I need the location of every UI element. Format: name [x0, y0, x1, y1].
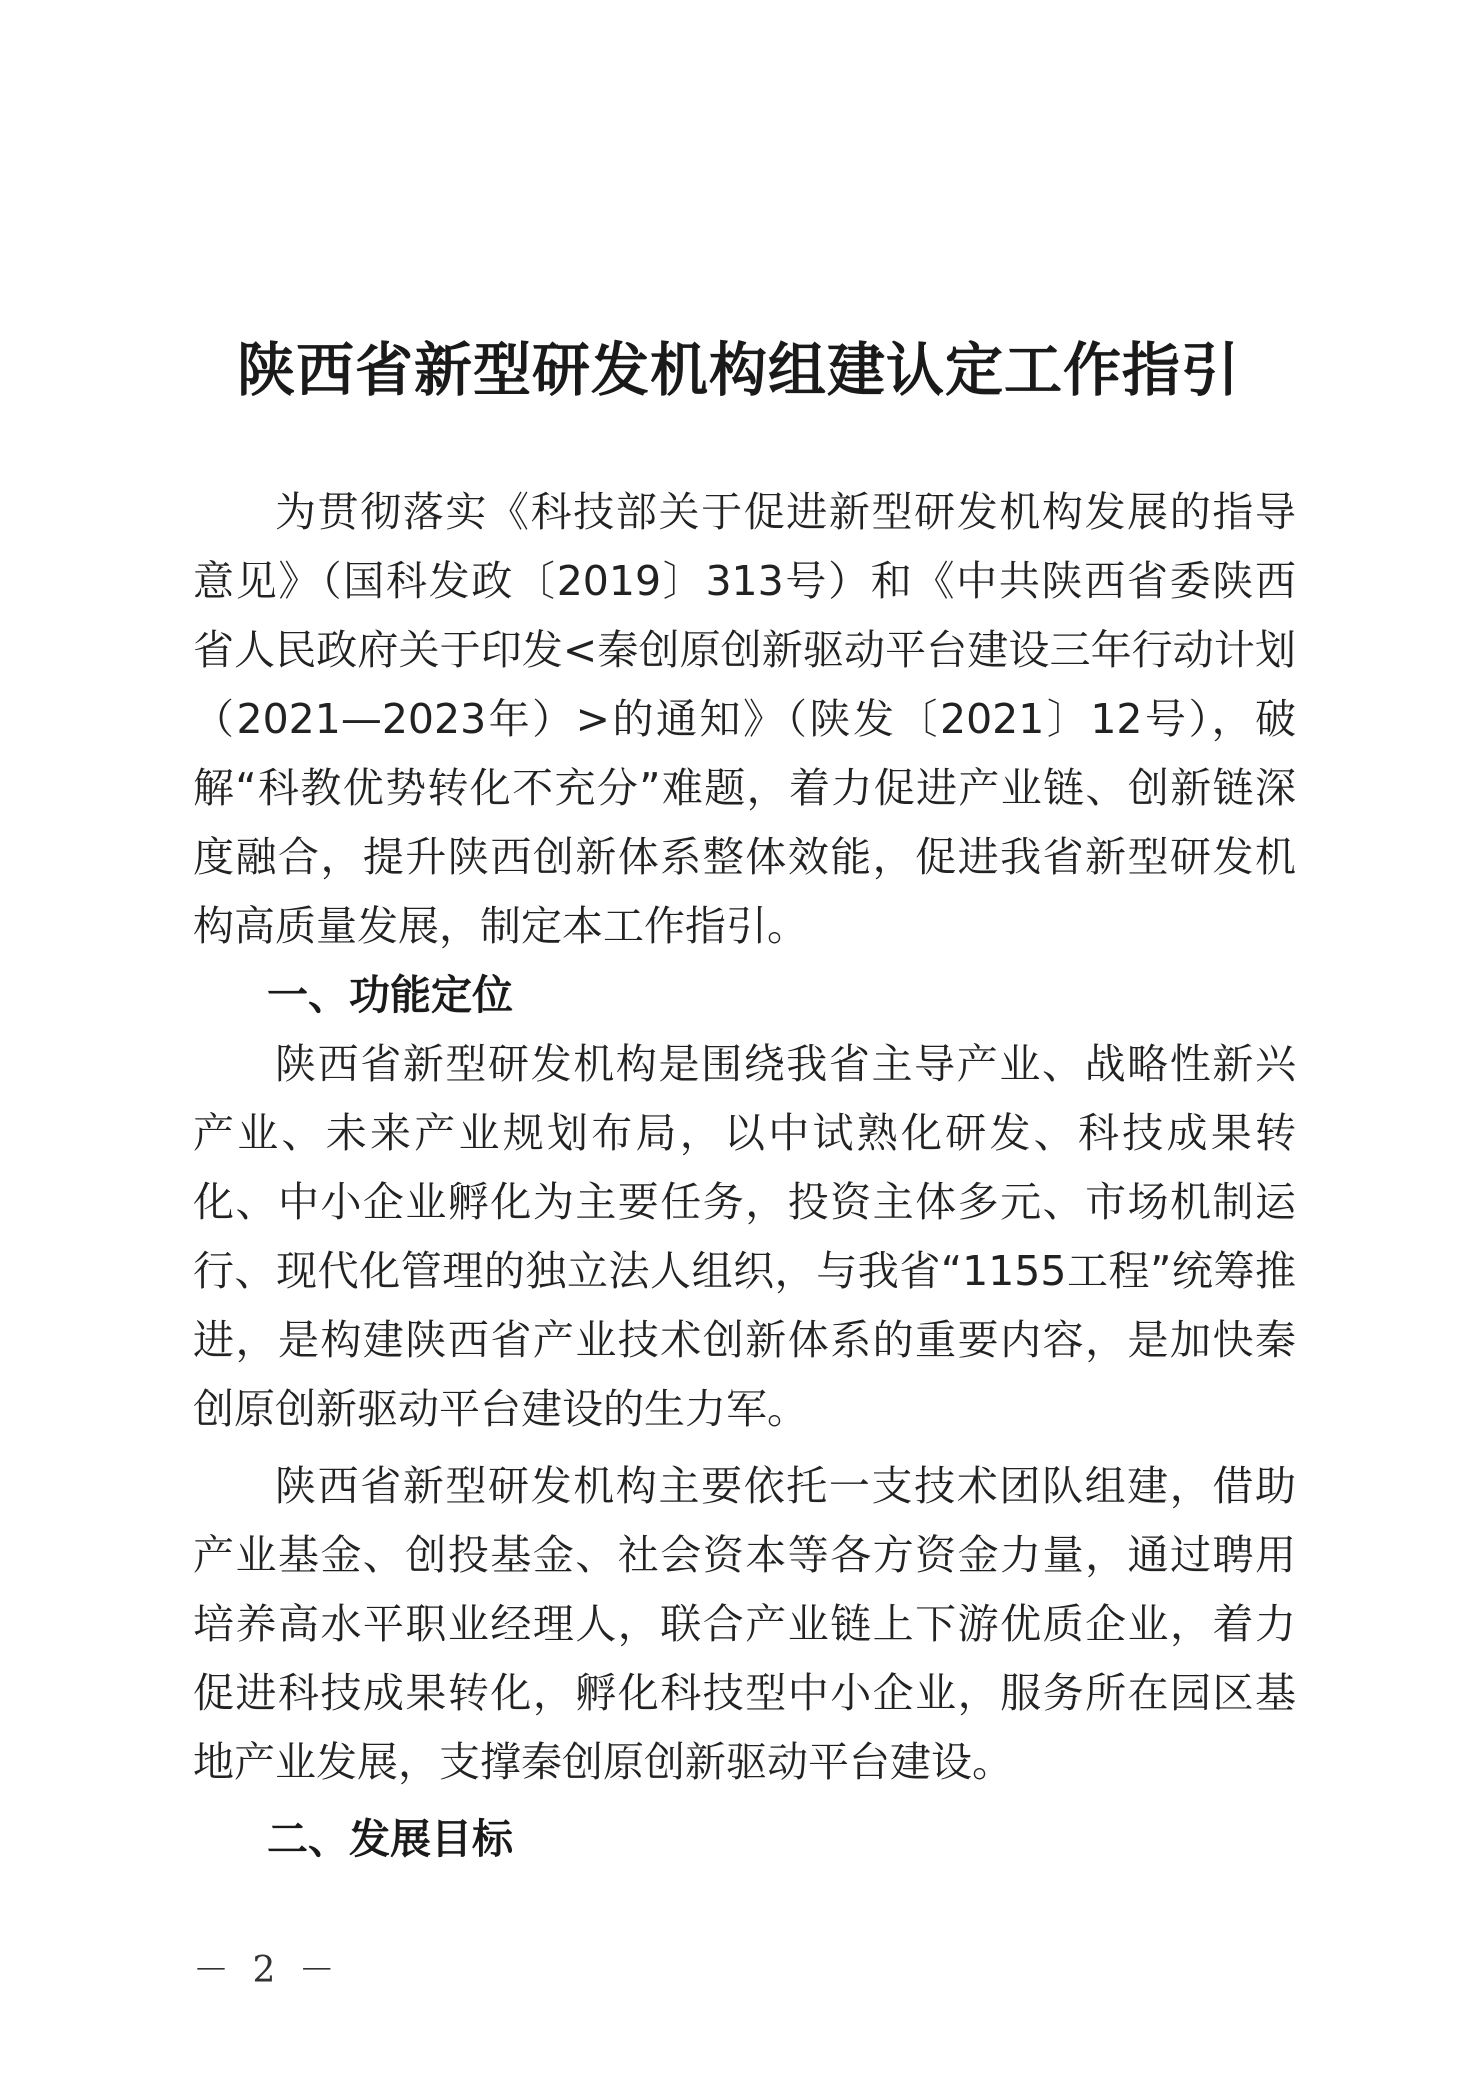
document-title: 陕西省新型研发机构组建认定工作指引	[236, 336, 1240, 404]
section-heading-goals: 二、发展目标	[267, 1815, 513, 1863]
intro-paragraph: 为贯彻落实《科技部关于促进新型研发机构发展的指导意见》（国科发政〔2019〕313号）和《中共陕西省委陕西省人民政府关于印发<秦创原创新驱动平台建设三年行动计划（2021—2023年）>的通知》（陕发〔2021〕12号），破解“科教优势转化不充分”难题，着力促进产业链、创新链深度融合，提升陕西创新体系整体效能，促进我省新型研发机构高质量发展，制定本工作指引。	[193, 488, 1296, 950]
section-heading-function: 一、功能定位	[267, 971, 513, 1019]
document-body	[193, 478, 1296, 1874]
page-number: － 2 －	[193, 1950, 341, 1991]
section1-paragraph-1: 陕西省新型研发机构是围绕我省主导产业、战略性新兴产业、未来产业规划布局，以中试熟化研发、科技成果转化、中小企业孵化为主要任务，投资主体多元、市场机制运行、现代化管理的独立法人组织，与我省“1155工程”统筹推进，是构建陕西省产业技术创新体系的重要内容，是加快秦创原创新驱动平台建设的生力军。	[193, 1040, 1296, 1433]
section1-paragraph-2: 陕西省新型研发机构主要依托一支技术团队组建，借助产业基金、创投基金、社会资本等各方资金力量，通过聘用培养高水平职业经理人，联合产业链上下游优质企业，着力促进科技成果转化，孵化科技型中小企业，服务所在园区基地产业发展，支撑秦创原创新驱动平台建设。	[193, 1462, 1296, 1786]
